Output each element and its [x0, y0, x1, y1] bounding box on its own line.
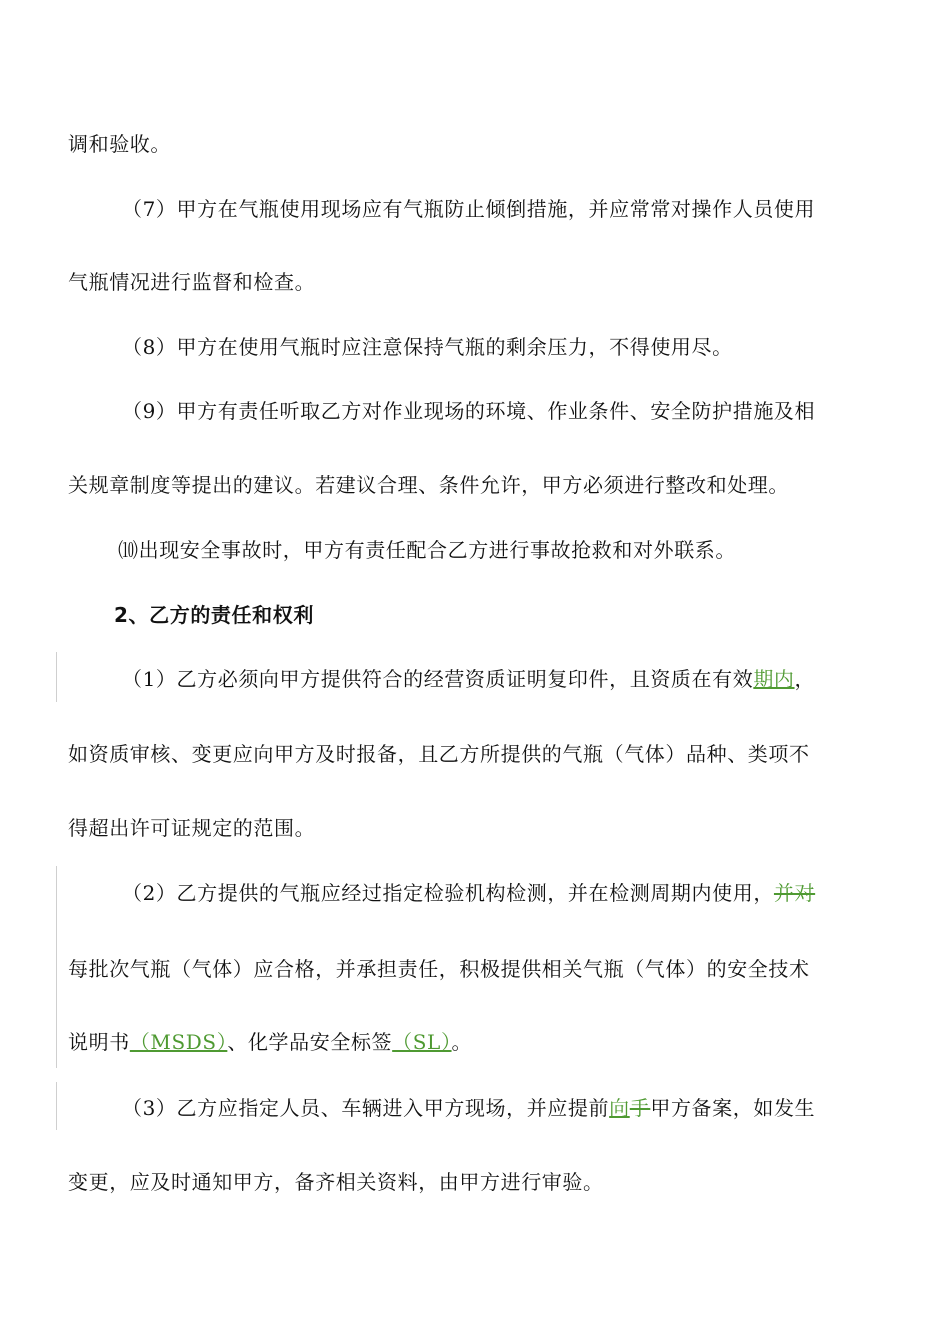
inserted-text: 期内 [753, 667, 795, 691]
paragraph-line [68, 741, 810, 767]
paragraph-line [68, 131, 171, 157]
paragraph-line [68, 269, 315, 295]
paragraph-line [68, 1169, 604, 1195]
paragraph-line [122, 880, 815, 906]
paragraph-line [122, 666, 815, 692]
text-run: （1）乙方必须向甲方提供符合的经营资质证明复印件，且资质在有效 [122, 667, 754, 691]
paragraph-line [122, 1095, 815, 1121]
text-run: 调和验收。 [68, 132, 171, 156]
paragraph-line [122, 334, 733, 360]
text-run: ， [794, 667, 816, 691]
paragraph-line [68, 472, 789, 498]
heading-text: 2、乙方的责任和权利 [114, 603, 314, 627]
text-run: 关规章制度等提出的建议。若建议合理、条件允许，甲方必须进行整改和处理。 [68, 473, 789, 497]
paragraph-line [68, 815, 315, 841]
text-run: 得超出许可证规定的范围。 [68, 816, 316, 840]
deleted-text: 并对 [773, 881, 816, 905]
text-run: 说明书 [68, 1030, 130, 1054]
paragraph-line [68, 1029, 472, 1055]
revision-change-bar [56, 866, 57, 1068]
deleted-text: 手 [629, 1096, 651, 1120]
inserted-text: （SL） [392, 1030, 452, 1054]
text-run: 。 [451, 1030, 473, 1054]
inserted-text: （MSDS） [129, 1030, 228, 1054]
text-run: （2）乙方提供的气瓶应经过指定检验机构检测，并在检测周期内使用， [122, 881, 774, 905]
text-run: 每批次气瓶（气体）应合格，并承担责任，积极提供相关气瓶（气体）的安全技术 [68, 957, 810, 981]
paragraph-line [122, 196, 815, 222]
paragraph-line [68, 956, 810, 982]
paragraph-line [122, 398, 815, 424]
text-run: 如资质审核、变更应向甲方及时报备，且乙方所提供的气瓶（气体）品种、类项不 [68, 742, 810, 766]
text-run: （7）甲方在气瓶使用现场应有气瓶防止倾倒措施，并应常常对操作人员使用 [122, 197, 816, 221]
text-run: 甲方备案，如发生 [650, 1096, 816, 1120]
inserted-text: 向 [609, 1096, 630, 1120]
text-run: 、化学品安全标签 [227, 1030, 393, 1054]
text-run: （3）乙方应指定人员、车辆进入甲方现场，并应提前 [122, 1096, 610, 1120]
paragraph-line [118, 537, 736, 563]
section-heading [114, 602, 314, 628]
text-run: ⑽出现安全事故时，甲方有责任配合乙方进行事故抢救和对外联系。 [118, 538, 736, 562]
text-run: 气瓶情况进行监督和检查。 [68, 270, 316, 294]
text-run: 变更，应及时通知甲方，备齐相关资料，由甲方进行审验。 [68, 1170, 604, 1194]
text-run: （8）甲方在使用气瓶时应注意保持气瓶的剩余压力，不得使用尽。 [122, 335, 733, 359]
text-run: （9）甲方有责任听取乙方对作业现场的环境、作业条件、安全防护措施及相 [122, 399, 816, 423]
revision-change-bar [56, 1082, 57, 1130]
revision-change-bar [56, 652, 57, 702]
